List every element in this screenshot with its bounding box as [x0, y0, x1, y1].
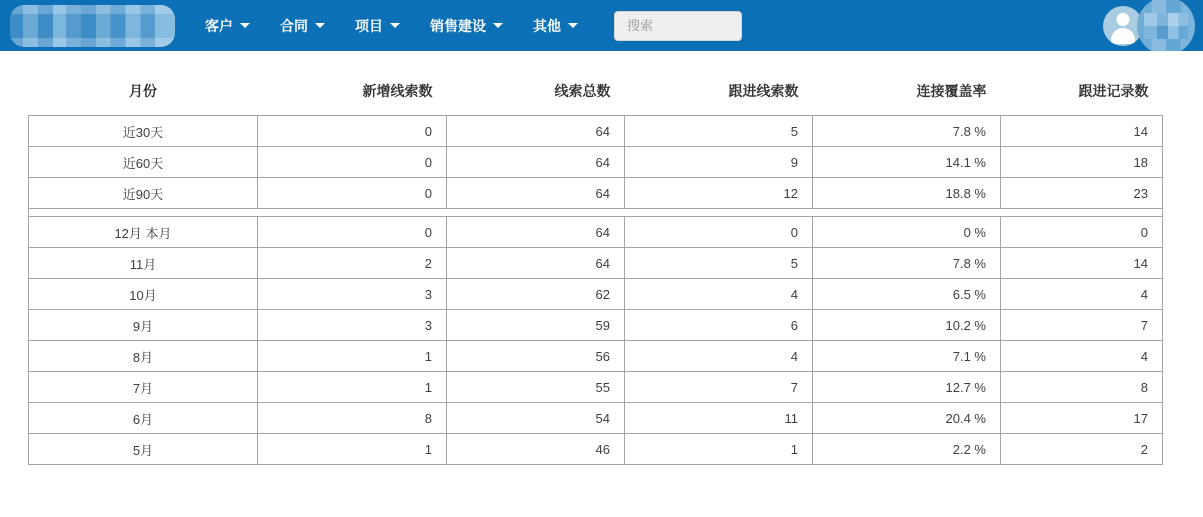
table-row [29, 403, 1163, 434]
table-row [29, 217, 1163, 248]
table-row [29, 279, 1163, 310]
menu-item-sales-building[interactable] [430, 16, 503, 36]
menu-item-label: 其他 [533, 17, 561, 34]
search-input[interactable] [614, 11, 742, 41]
cell-followup-records: 7 [1001, 310, 1163, 341]
menu-item-label: 销售建设 [430, 17, 486, 34]
table-row [29, 310, 1163, 341]
menu-item-label: 客户 [205, 17, 233, 34]
cell-month: 10月 [29, 279, 258, 310]
menu-item-projects[interactable] [355, 16, 400, 36]
cell-followup-records: 14 [1001, 248, 1163, 279]
cell-followed-leads: 5 [625, 248, 813, 279]
cell-followed-leads: 11 [625, 403, 813, 434]
cell-followed-leads: 6 [625, 310, 813, 341]
spacer-cell [29, 209, 1163, 217]
column-header-followed-leads: 跟进线索数 [728, 83, 799, 99]
cell-followed-leads: 1 [625, 434, 813, 465]
cell-month: 近60天 [29, 147, 258, 178]
cell-total-leads: 64 [447, 217, 625, 248]
menu-item-contracts[interactable] [280, 16, 325, 36]
cell-month: 5月 [29, 434, 258, 465]
cell-coverage-rate: 14.1 % [813, 147, 1001, 178]
avatar-body-shape [1111, 28, 1135, 44]
cell-followed-leads: 4 [625, 279, 813, 310]
menu-item-customers[interactable] [205, 16, 250, 36]
cell-total-leads: 64 [447, 248, 625, 279]
column-header-followup-records: 跟进记录数 [1078, 83, 1149, 99]
column-header-coverage-rate: 连接覆盖率 [916, 83, 987, 99]
menu-item-label: 合同 [280, 17, 308, 34]
cell-new-leads: 0 [258, 116, 447, 147]
cell-followed-leads: 0 [625, 217, 813, 248]
column-header-month: 月份 [129, 83, 157, 99]
cell-new-leads: 1 [258, 372, 447, 403]
cell-total-leads: 59 [447, 310, 625, 341]
cell-total-leads: 54 [447, 403, 625, 434]
table-row [29, 372, 1163, 403]
cell-followup-records: 2 [1001, 434, 1163, 465]
cell-followed-leads: 9 [625, 147, 813, 178]
cell-new-leads: 0 [258, 178, 447, 209]
cell-followup-records: 14 [1001, 116, 1163, 147]
cell-total-leads: 62 [447, 279, 625, 310]
cell-followed-leads: 7 [625, 372, 813, 403]
cell-followup-records: 23 [1001, 178, 1163, 209]
cell-followup-records: 0 [1001, 217, 1163, 248]
cell-month: 近90天 [29, 178, 258, 209]
cell-followup-records: 17 [1001, 403, 1163, 434]
avatar-head-shape [1117, 13, 1130, 26]
table-row [29, 434, 1163, 465]
chevron-down-icon [240, 23, 250, 28]
cell-new-leads: 2 [258, 248, 447, 279]
cell-coverage-rate: 7.8 % [813, 248, 1001, 279]
cell-new-leads: 1 [258, 341, 447, 372]
chevron-down-icon [390, 23, 400, 28]
menu-item-other[interactable] [533, 16, 578, 36]
table-row [29, 178, 1163, 209]
table-row [29, 248, 1163, 279]
cell-month: 12月 本月 [29, 217, 258, 248]
cell-new-leads: 3 [258, 310, 447, 341]
cell-month: 近30天 [29, 116, 258, 147]
top-navbar [0, 0, 1203, 51]
cell-month: 7月 [29, 372, 258, 403]
cell-coverage-rate: 7.1 % [813, 341, 1001, 372]
cell-followed-leads: 4 [625, 341, 813, 372]
cell-total-leads: 46 [447, 434, 625, 465]
cell-new-leads: 3 [258, 279, 447, 310]
cell-coverage-rate: 7.8 % [813, 116, 1001, 147]
cell-followup-records: 18 [1001, 147, 1163, 178]
cell-total-leads: 56 [447, 341, 625, 372]
cell-coverage-rate: 0 % [813, 217, 1001, 248]
cell-month: 6月 [29, 403, 258, 434]
cell-total-leads: 64 [447, 178, 625, 209]
navbar-right [1103, 0, 1195, 51]
cell-coverage-rate: 20.4 % [813, 403, 1001, 434]
chevron-down-icon [315, 23, 325, 28]
table-spacer-row [29, 209, 1163, 217]
table-header-row [29, 81, 1163, 116]
app-logo[interactable] [10, 5, 175, 47]
cell-followup-records: 4 [1001, 341, 1163, 372]
cell-followup-records: 4 [1001, 279, 1163, 310]
column-header-total-leads: 线索总数 [554, 83, 611, 99]
leads-stats-panel [28, 81, 1162, 465]
cell-new-leads: 0 [258, 147, 447, 178]
cell-total-leads: 55 [447, 372, 625, 403]
user-name-redacted [1144, 13, 1188, 39]
cell-month: 8月 [29, 341, 258, 372]
cell-followed-leads: 12 [625, 178, 813, 209]
cell-coverage-rate: 6.5 % [813, 279, 1001, 310]
user-account-area[interactable] [1137, 0, 1195, 51]
cell-month: 9月 [29, 310, 258, 341]
table-row [29, 116, 1163, 147]
table-row [29, 341, 1163, 372]
cell-month: 11月 [29, 248, 258, 279]
cell-new-leads: 1 [258, 434, 447, 465]
leads-stats-table [28, 81, 1163, 465]
chevron-down-icon [568, 23, 578, 28]
menu-item-label: 项目 [355, 17, 383, 34]
cell-coverage-rate: 12.7 % [813, 372, 1001, 403]
cell-new-leads: 0 [258, 217, 447, 248]
table-row [29, 147, 1163, 178]
cell-total-leads: 64 [447, 147, 625, 178]
cell-coverage-rate: 18.8 % [813, 178, 1001, 209]
cell-new-leads: 8 [258, 403, 447, 434]
cell-total-leads: 64 [447, 116, 625, 147]
chevron-down-icon [493, 23, 503, 28]
main-menu [205, 16, 578, 36]
cell-coverage-rate: 10.2 % [813, 310, 1001, 341]
cell-coverage-rate: 2.2 % [813, 434, 1001, 465]
cell-followed-leads: 5 [625, 116, 813, 147]
column-header-new-leads: 新增线索数 [362, 83, 433, 99]
cell-followup-records: 8 [1001, 372, 1163, 403]
